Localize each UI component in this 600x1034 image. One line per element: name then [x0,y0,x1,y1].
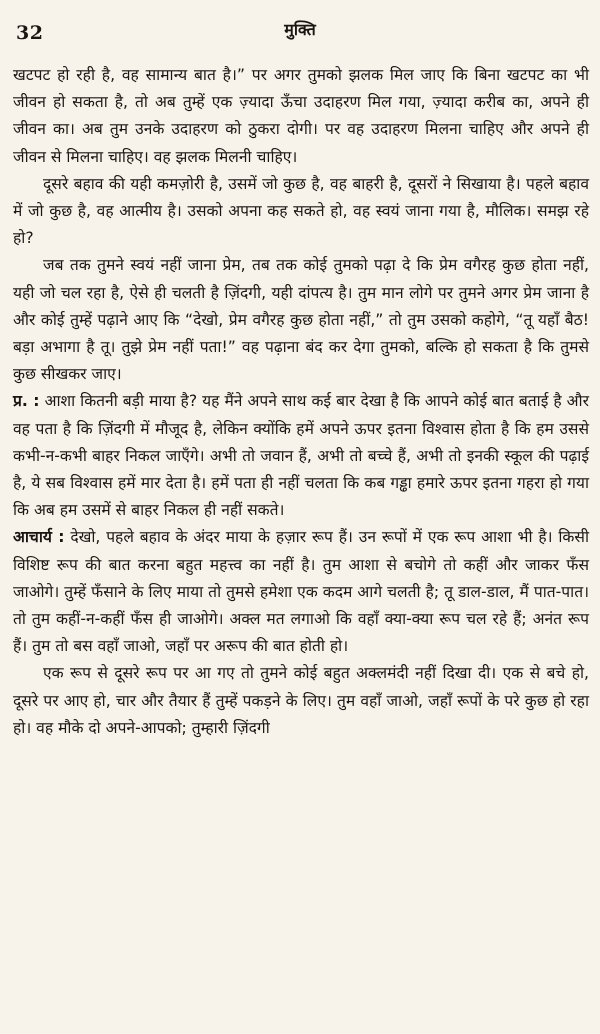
page-body [13,62,589,742]
paragraph [13,252,589,388]
paragraph [13,62,589,171]
question-paragraph [13,388,589,524]
speaker-label-question: प्र. : [13,392,40,411]
paragraph-text: देखो, पहले बहाव के अंदर माया के हज़ार रूप हैं। उन रूपों में एक रूप आशा भी है। किसी विशिष्ट रूप की बात करना बहुत महत्त्व का नहीं है। तुम आशा से बचोगे तो कहीं और जाकर फँस जाओगे। तुम्हें फँसाने के लिए माया तो तुमसे हमेशा एक कदम आगे चलती है; तू डाल-डाल, मैं पात-पात। तो तुम कहीं-न-कहीं फँस ही जाओगे। अक्ल मत लगाओ कि वहाँ क्या-क्या रूप चल रहे हैं; अनंत रूप हैं। तुम तो बस वहाँ जाओ, जहाँ पर अरूप की बात होती हो। [13,528,589,656]
paragraph [13,171,589,253]
speaker-label-acharya: आचार्य : [13,528,65,547]
paragraph-text: एक रूप से दूसरे रूप पर आ गए तो तुमने कोई बहुत अक्लमंदी नहीं दिखा दी। एक से बचे हो, दूसरे पर आए हो, चार और तैयार हैं तुम्हें पकड़ने के लिए। तुम वहाँ जाओ, जहाँ रूपों के परे कुछ हो रहा हो। वह मौके दो अपने-आपको; तुम्हारी ज़िंदगी [13,664,589,737]
page-number: 32 [16,22,44,44]
answer-paragraph [13,524,589,660]
paragraph-text: खटपट हो रही है, वह सामान्य बात है।” पर अगर तुमको झलक मिल जाए कि बिना खटपट का भी जीवन हो सकता है, तो अब तुम्हें एक ज़्यादा ऊँचा उदाहरण मिल गया, ज़्यादा करीब का, अपने ही जीवन का। अब तुम उनके उदाहरण को ठुकरा दोगी। पर वह उदाहरण मिलना चाहिए और अपने ही जीवन से मिलना चाहिए। वह झलक मिलनी चाहिए। [13,66,589,166]
paragraph-text: दूसरे बहाव की यही कमज़ोरी है, उसमें जो कुछ है, वह बाहरी है, दूसरों ने सिखाया है। पहले बहाव में जो कुछ है, वह आत्मीय है। उसको अपना कह सकते हो, वह स्वयं जाना गया है, मौलिक। समझ रहे हो? [13,174,589,248]
paragraph [13,660,589,742]
paragraph-text: आशा कितनी बड़ी माया है? यह मैंने अपने साथ कई बार देखा है कि आपने कोई बात बताई है और वह पता है कि ज़िंदगी में मौजूद है, लेकिन क्योंकि हमें अपने ऊपर इतना विश्वास होता है कि हम उससे कभी-न-कभी बाहर निकल जाएँगे। अभी तो जवान हैं, अभी तो बच्चे हैं, अभी तो इनकी स्कूल की पढ़ाई है, ये सब विश्वास हमें मार देता है। हमें पता ही नहीं चलता कि कब गड्ढा हमारे ऊपर इतना गहरा हो गया कि अब हम उसमें से बाहर निकल ही नहीं सकते। [13,392,589,520]
paragraph-text: जब तक तुमने स्वयं नहीं जाना प्रेम, तब तक कोई तुमको पढ़ा दे कि प्रेम वगैरह कुछ होता नहीं, यही जो चल रहा है, ऐसे ही चलती है ज़िंदगी, यही दांपत्य है। तुम मान लोगे पर तुमने अगर प्रेम जाना है और कोई तुम्हें पढ़ाने आए कि “देखो, प्रेम वगैरह कुछ होता नहीं,” तो तुम उसको कहोगे, “तू यहाँ बैठ! बड़ा अभागा है तू। तुझे प्रेम नहीं पता!” वह पढ़ाना बंद कर देगा तुमको, बल्कि हो सकता है कि तुमसे कुछ सीखकर जाए। [13,256,589,384]
running-title: मुक्ति [284,20,316,39]
page-header [0,0,600,52]
